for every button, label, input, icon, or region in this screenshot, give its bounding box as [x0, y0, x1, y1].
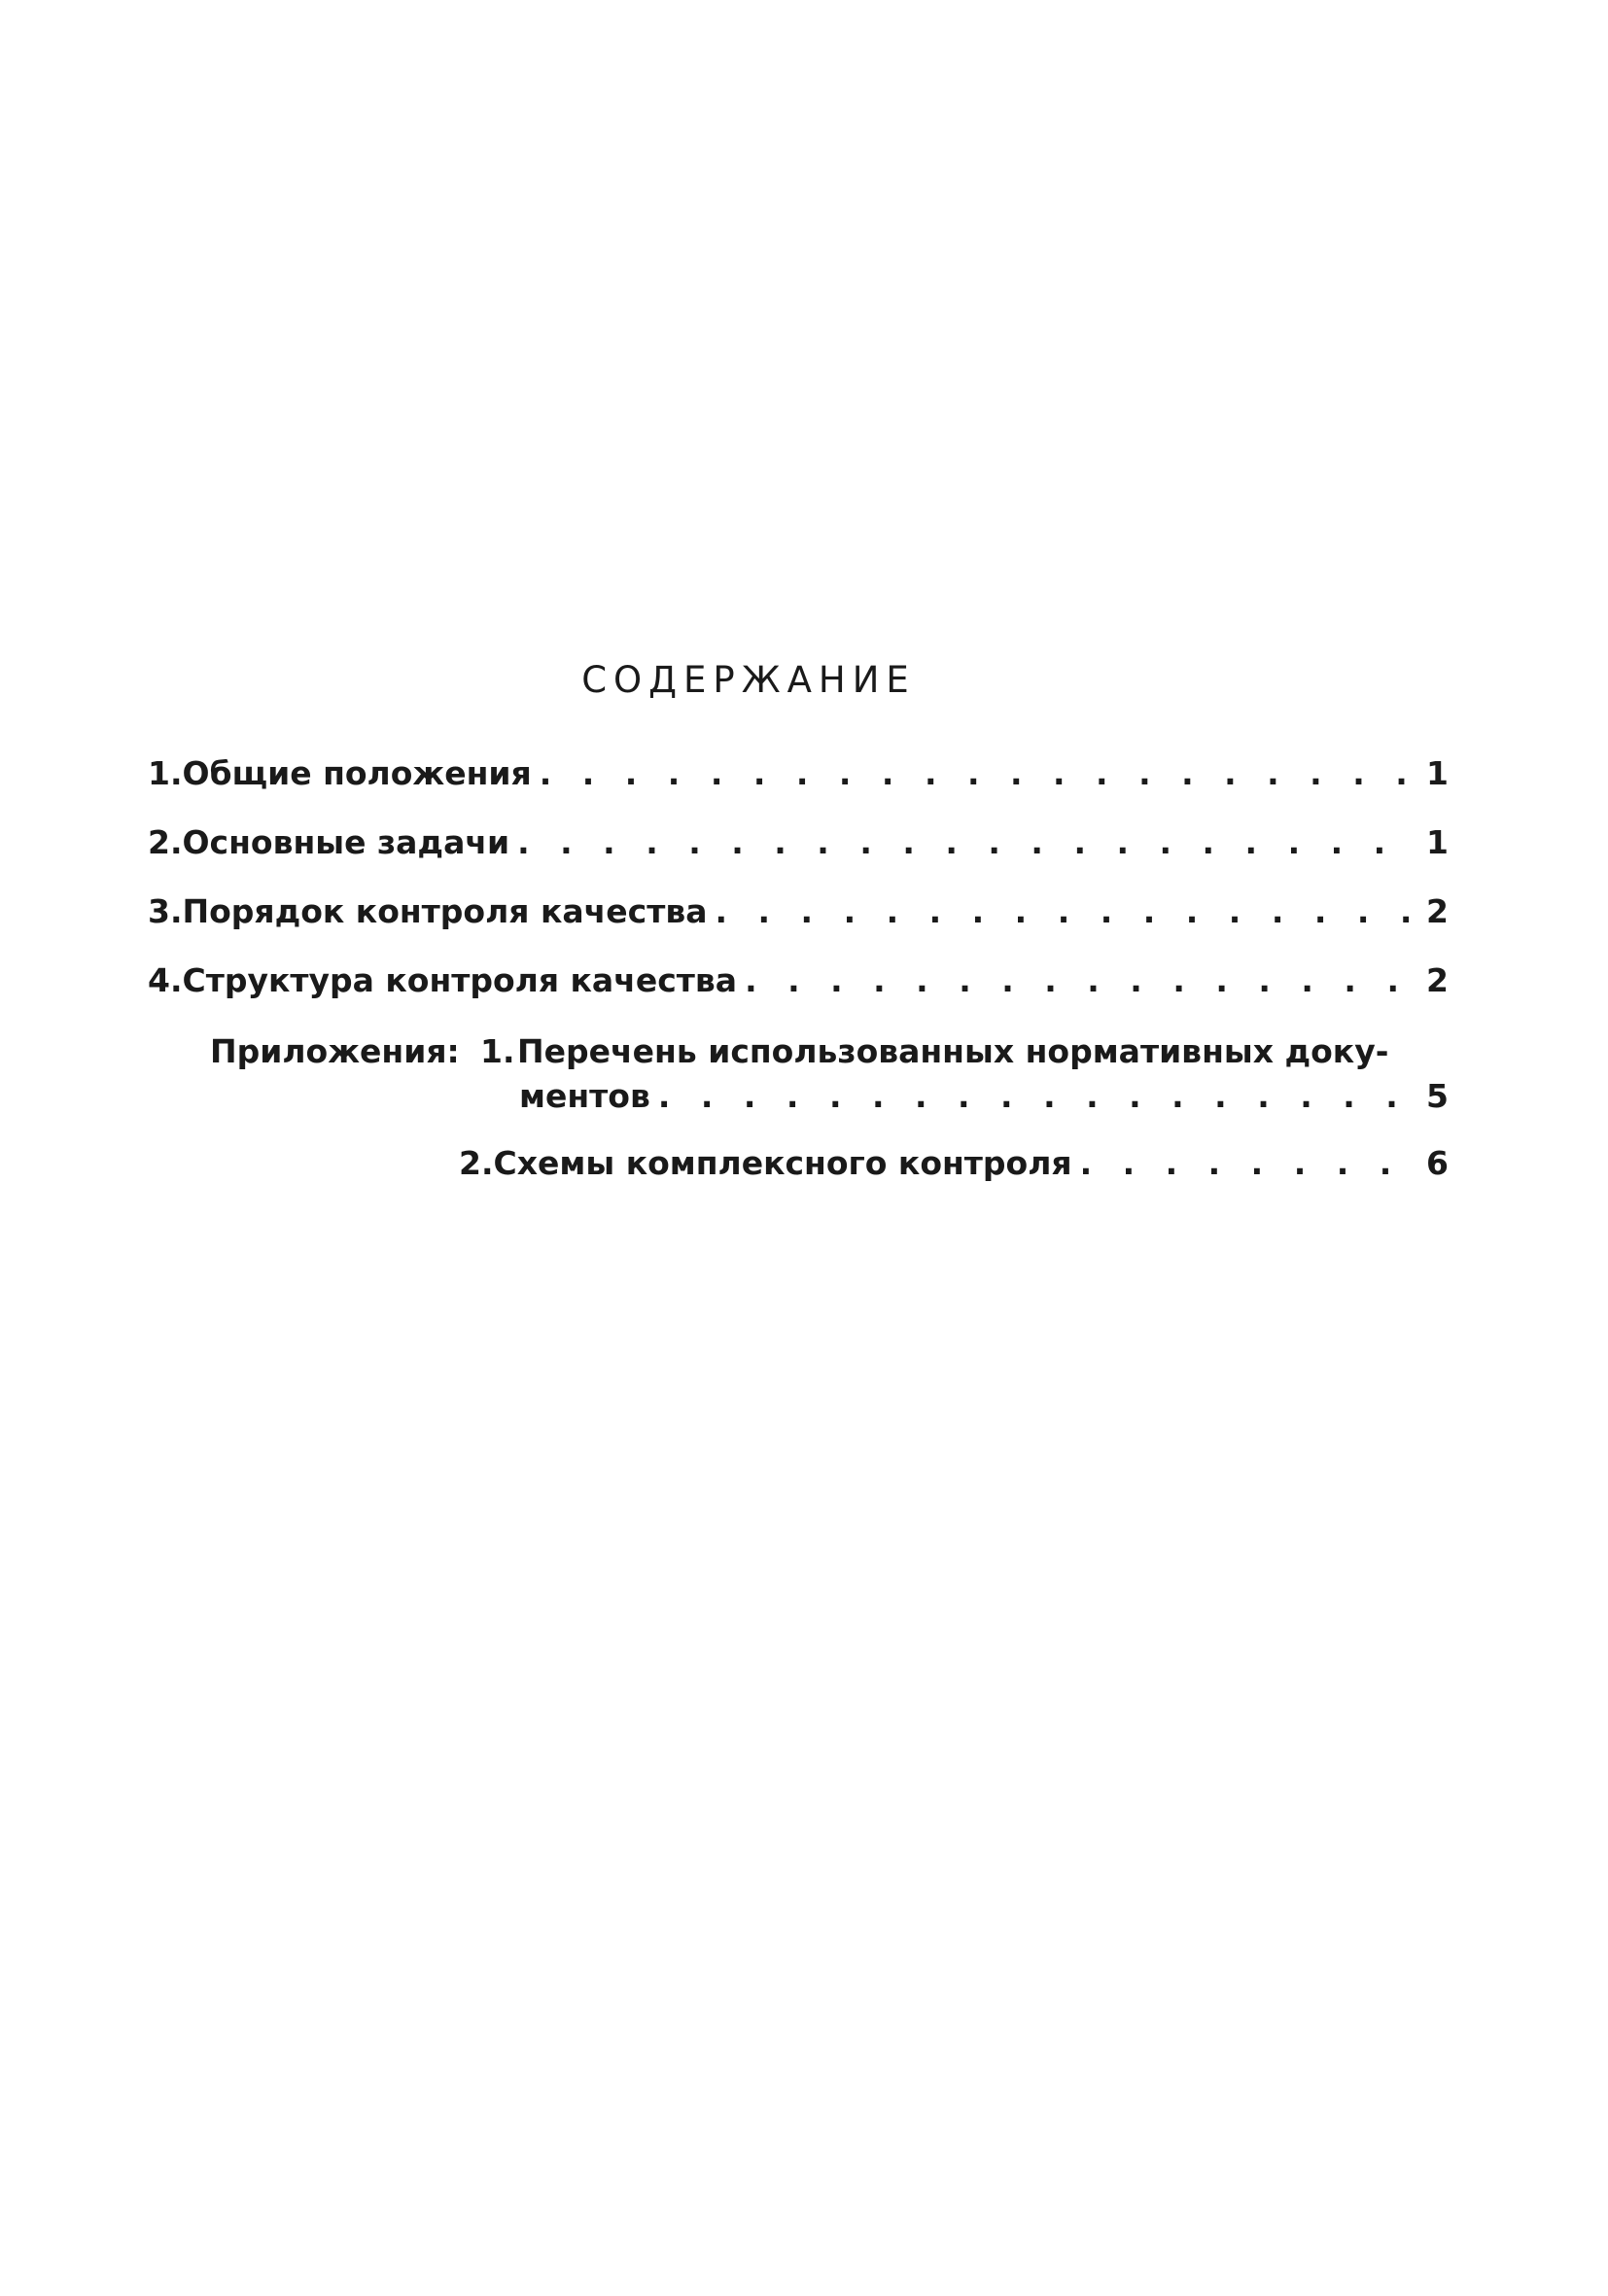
- appendices-label: Приложения:: [210, 1032, 460, 1070]
- appendix-text: Перечень использованных нормативных доку-: [517, 1032, 1389, 1070]
- toc-entry-text: Структура контроля качества: [182, 961, 738, 999]
- toc-entry-text: Общие положения: [182, 754, 532, 792]
- dot-leader: [658, 1077, 1410, 1116]
- appendix-text: Схемы комплексного контроля: [493, 1144, 1072, 1182]
- dot-leader: [517, 823, 1410, 862]
- toc-entry-number: 1.: [148, 754, 183, 792]
- toc-title: СОДЕРЖАНИЕ: [581, 659, 916, 701]
- toc-entry-page: 2: [1426, 892, 1449, 930]
- toc-entry-page: 1: [1426, 823, 1449, 861]
- toc-entry: [148, 961, 1449, 1000]
- appendix-number: 2.: [459, 1144, 494, 1182]
- toc-entry-number: 2.: [148, 823, 183, 861]
- appendix-entry-second-line: [519, 1077, 1449, 1116]
- appendix-text-continuation: ментов: [519, 1077, 650, 1115]
- appendix-page: 6: [1426, 1144, 1449, 1182]
- dot-leader: [1080, 1144, 1410, 1183]
- toc-entry: [148, 823, 1449, 862]
- dot-leader: [540, 754, 1410, 793]
- toc-entry-page: 1: [1426, 754, 1449, 792]
- toc-entry-number: 4.: [148, 961, 183, 999]
- appendix-entry-first-line: [480, 1032, 1388, 1071]
- dot-leader: [745, 961, 1410, 1000]
- toc-entry: [148, 892, 1449, 931]
- toc-entry-text: Основные задачи: [182, 823, 510, 861]
- toc-entry-text: Порядок контроля качества: [182, 892, 708, 930]
- dot-leader: [716, 892, 1411, 931]
- appendix-number: 1.: [480, 1032, 515, 1070]
- appendix-entry: [459, 1144, 1449, 1183]
- toc-entry-number: 3.: [148, 892, 183, 930]
- appendix-page: 5: [1426, 1077, 1449, 1115]
- toc-entry: [148, 754, 1449, 793]
- toc-entry-page: 2: [1426, 961, 1449, 999]
